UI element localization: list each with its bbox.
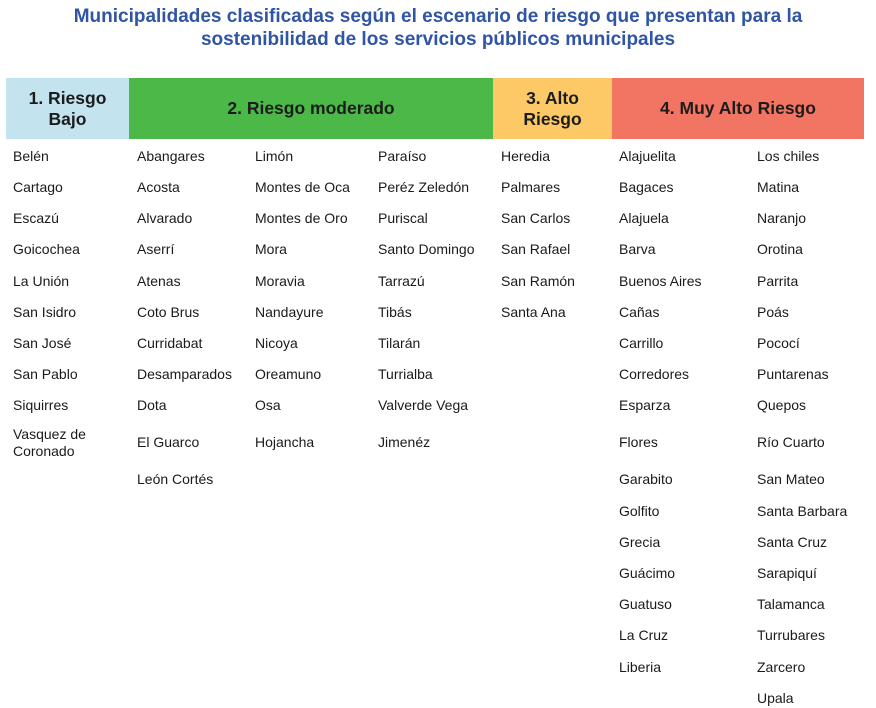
municipality-muy-alto_1-item: Garabito [619,471,673,487]
municipality-moderado-1-item: Curridabat [137,335,203,351]
municipality-muy-alto_2-item: Talamanca [757,596,825,612]
municipality-muy-alto_2-item: Quepos [757,397,807,413]
municipality-moderado-3-item: Jimenéz [378,434,431,450]
municipality-moderado-3-item: Paraíso [378,148,427,164]
municipality-moderado-2-item: Montes de Oca [255,179,350,195]
municipality-bajo-item: La Unión [13,273,70,289]
title-line-1: Municipalidades clasificadas según el escenario de riesgo que presentan para la [73,6,803,27]
header-alto-riesgo-label: 3. Alto Riesgo [523,87,582,129]
title-line-2: sostenibilidad de los servicios públicos municipales [200,29,676,50]
municipality-moderado-1-item: Abangares [137,148,205,164]
municipality-muy-alto_1-item: Cañas [619,304,660,320]
municipality-bajo-item: Goicochea [13,241,80,257]
municipality-muy-alto_1-item: Bagaces [619,179,674,195]
municipality-bajo-item: Vasquez de Coronado [13,426,86,459]
municipality-moderado-3-item: Peréz Zeledón [378,179,470,195]
municipality-muy-alto_1-item: Barva [619,241,656,257]
municipality-moderado-1-item: Alvarado [137,210,193,226]
municipality-moderado-2-item: Mora [255,241,287,257]
municipality-muy-alto_1-item: Alajuela [619,210,669,226]
municipality-muy-alto_1-item: Alajuelita [619,148,676,164]
municipality-moderado-2-item: Oreamuno [255,366,322,382]
municipality-moderado-1-item: Coto Brus [137,304,200,320]
header-muy-alto-riesgo-label: 4. Muy Alto Riesgo [660,98,816,118]
municipality-muy-alto_1-item: Carrillo [619,335,664,351]
municipality-moderado-1-item: León Cortés [137,471,214,487]
municipality-muy-alto_1-item: Golfito [619,503,660,519]
municipality-muy-alto_1-item: Guatuso [619,596,672,612]
municipality-bajo-item: Belén [13,148,49,164]
municipality-alto-item: Palmares [501,179,561,195]
municipality-muy-alto_2-item: Matina [757,179,800,195]
municipality-muy-alto_1-item: Buenos Aires [619,273,702,289]
municipality-moderado-3-item: Santo Domingo [378,241,475,257]
municipality-moderado-1-item: El Guarco [137,434,200,450]
header-riesgo-moderado-label: 2. Riesgo moderado [227,98,395,118]
municipality-bajo-item: Escazú [13,210,59,226]
municipality-moderado-1-item: Dota [137,397,167,413]
municipality-bajo-item: Cartago [13,179,63,195]
municipality-muy-alto_2-item: Orotina [757,241,803,257]
municipality-muy-alto_2-item: San Mateo [757,471,825,487]
municipality-alto-item: San Ramón [501,273,575,289]
municipality-moderado-2-item: Hojancha [255,434,315,450]
municipality-moderado-2-item: Nicoya [255,335,298,351]
municipality-muy-alto_2-item: Puntarenas [757,366,829,382]
municipality-muy-alto_1-item: Guácimo [619,565,676,581]
header-riesgo-bajo-label: 1. Riesgo Bajo [28,87,107,129]
municipality-muy-alto_1-item: Flores [619,434,658,450]
municipality-bajo-item: San Pablo [13,366,78,382]
municipality-muy-alto_2-item: Turrubares [757,627,825,643]
header-alto-riesgo [493,78,612,139]
municipality-moderado-2-item: Limón [255,148,294,164]
municipality-muy-alto_1-item: Esparza [619,397,671,413]
municipality-alto-item: Heredia [501,148,551,164]
header-riesgo-bajo [6,78,129,139]
header-riesgo-moderado [129,78,493,139]
page-title [0,5,876,51]
municipality-moderado-2-item: Montes de Oro [255,210,348,226]
municipality-muy-alto_2-item: Los chiles [757,148,820,164]
municipality-muy-alto_2-item: Upala [757,690,794,706]
municipality-muy-alto_1-item: Corredores [619,366,690,382]
municipality-muy-alto_1-item: Grecia [619,534,661,550]
municipality-muy-alto_2-item: Poás [757,304,789,320]
municipality-moderado-3-item: Tarrazú [378,273,425,289]
municipality-moderado-1-item: Atenas [137,273,181,289]
municipality-moderado-3-item: Tilarán [378,335,421,351]
municipality-bajo-item: San José [13,335,72,351]
municipality-muy-alto_1-item: Liberia [619,659,662,675]
municipality-moderado-1-item: Aserrí [137,241,175,257]
header-muy-alto-riesgo [612,78,864,139]
municipality-moderado-2-item: Moravia [255,273,305,289]
municipality-moderado-3-item: Tibás [378,304,412,320]
municipality-alto-item: Santa Ana [501,304,566,320]
municipality-muy-alto_2-item: Río Cuarto [757,434,825,450]
municipality-moderado-1-item: Acosta [137,179,180,195]
municipality-alto-item: San Carlos [501,210,571,226]
municipality-muy-alto_2-item: Santa Barbara [757,503,848,519]
municipality-moderado-2-item: Nandayure [255,304,324,320]
municipality-muy-alto_1-item: La Cruz [619,627,669,643]
municipality-muy-alto_2-item: Sarapiquí [757,565,817,581]
municipality-moderado-3-item: Puriscal [378,210,428,226]
municipality-moderado-1-item: Desamparados [137,366,232,382]
municipality-moderado-2-item: Osa [255,397,281,413]
municipality-muy-alto_2-item: Parrita [757,273,799,289]
municipality-bajo-item: San Isidro [13,304,77,320]
municipality-alto-item: San Rafael [501,241,571,257]
municipality-muy-alto_2-item: Naranjo [757,210,807,226]
municipality-moderado-3-item: Valverde Vega [378,397,469,413]
municipality-muy-alto_2-item: Zarcero [757,659,806,675]
municipality-bajo-item: Siquirres [13,397,69,413]
municipality-muy-alto_2-item: Santa Cruz [757,534,828,550]
municipality-muy-alto_2-item: Pococí [757,335,800,351]
municipality-moderado-3-item: Turrialba [378,366,433,382]
